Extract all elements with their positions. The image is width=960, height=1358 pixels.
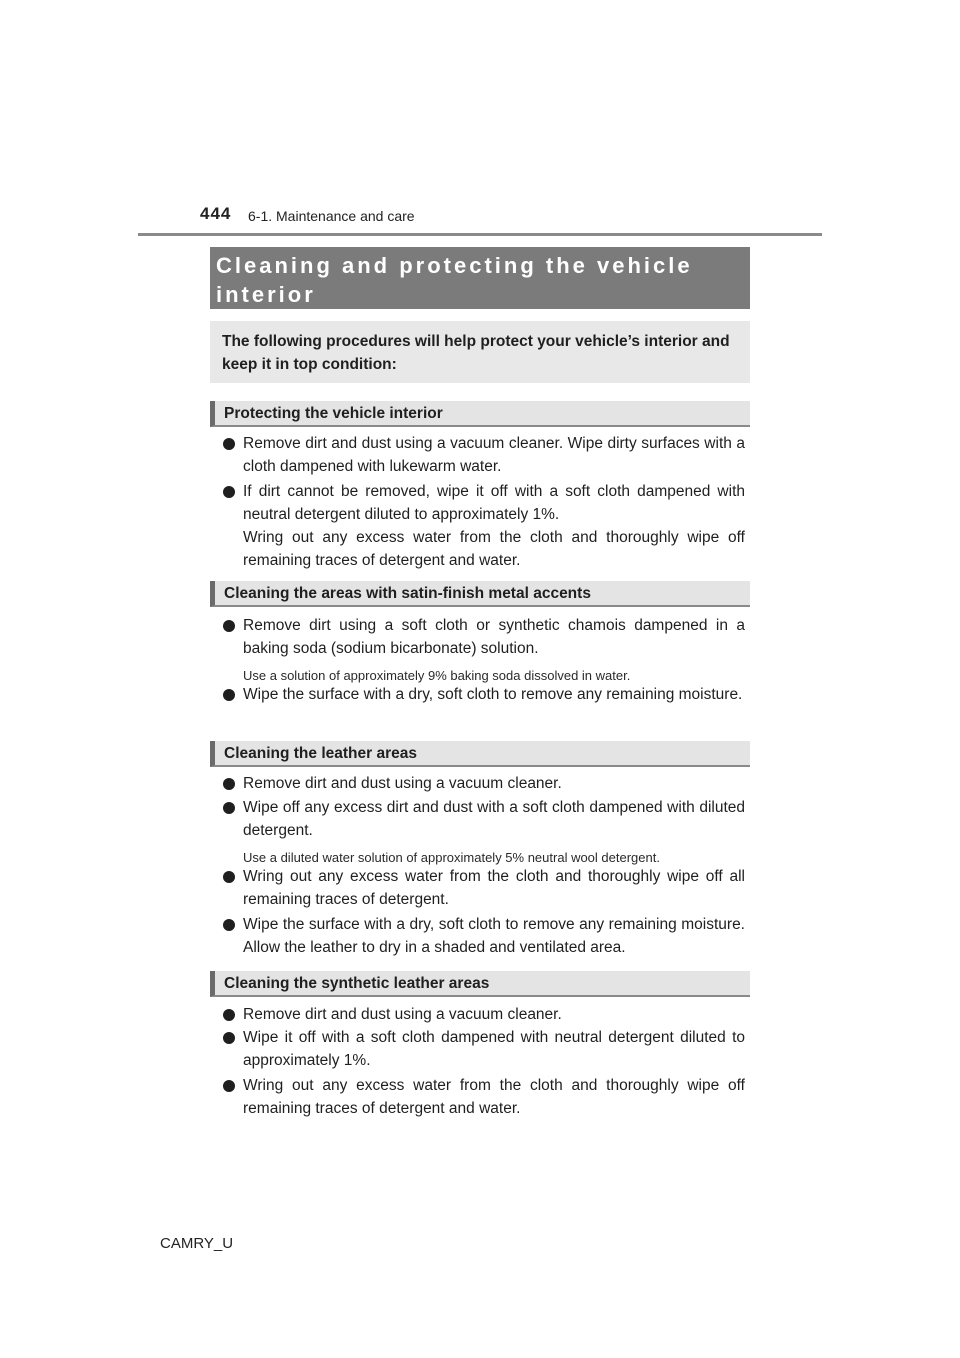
list-item-text: Wipe the surface with a dry, soft cloth to remove any remaining moisture. Allow the leather to dry in a shaded and ventilated area. — [243, 916, 745, 956]
subheading-synthetic-leather: Cleaning the synthetic leather areas — [210, 971, 750, 997]
bullet-icon — [223, 438, 235, 450]
list-item-text: Wipe off any excess dirt and dust with a soft cloth dampened with diluted detergent. — [243, 799, 745, 839]
list-item-text: Remove dirt using a soft cloth or synthetic chamois dampened in a baking soda (sodium bicarbonate) solution. — [243, 617, 745, 657]
page-title: Cleaning and protecting the vehicle interior — [210, 247, 750, 309]
note-text: Use a diluted water solution of approximately 5% neutral wool detergent. — [243, 850, 660, 865]
list-item-text: If dirt cannot be removed, wipe it off with a soft cloth dampened with neutral detergent diluted to approximately 1%. — [243, 483, 745, 523]
list-item-text: Wipe the surface with a dry, soft cloth to remove any remaining moisture. — [243, 686, 743, 703]
list-item-text: Remove dirt and dust using a vacuum cleaner. — [243, 775, 562, 792]
subheading-protecting-interior: Protecting the vehicle interior — [210, 401, 750, 427]
list-item — [223, 1003, 745, 1026]
bullet-icon — [223, 689, 235, 701]
list-item-text: Remove dirt and dust using a vacuum cleaner. — [243, 1006, 562, 1023]
list-item-text: Wring out any excess water from the cloth and thoroughly wipe off remaining traces of detergent and water. — [243, 1077, 745, 1117]
list-item — [223, 772, 745, 795]
list-item — [223, 480, 745, 526]
list-item — [223, 432, 745, 478]
section-reference: 6-1. Maintenance and care — [248, 208, 415, 224]
list-item-text: Remove dirt and dust using a vacuum cleaner. Wipe dirty surfaces with a cloth dampened with lukewarm water. — [243, 435, 745, 475]
bullet-icon — [223, 1009, 235, 1021]
list-item — [223, 683, 745, 706]
bullet-icon — [223, 802, 235, 814]
list-item — [223, 1026, 745, 1072]
list-item — [223, 1074, 745, 1120]
list-item-text: Wring out any excess water from the cloth and thoroughly wipe off all remaining traces of detergent. — [243, 868, 745, 908]
list-item-text: Wipe it off with a soft cloth dampened with neutral detergent diluted to approximately 1%. — [243, 1029, 745, 1069]
list-item-text: Wring out any excess water from the cloth and thoroughly wipe off remaining traces of detergent and water. — [243, 529, 745, 569]
bullet-icon — [223, 1080, 235, 1092]
list-item — [223, 913, 745, 959]
header-rule — [138, 233, 822, 236]
bullet-icon — [223, 919, 235, 931]
bullet-icon — [223, 871, 235, 883]
bullet-icon — [223, 620, 235, 632]
bullet-icon — [223, 1032, 235, 1044]
bullet-icon — [223, 778, 235, 790]
list-item — [223, 865, 745, 911]
subheading-leather: Cleaning the leather areas — [210, 741, 750, 767]
list-item — [223, 796, 745, 842]
page-number: 444 — [200, 204, 232, 223]
note-text: Use a solution of approximately 9% baking soda dissolved in water. — [243, 668, 631, 683]
list-item-continuation — [223, 526, 745, 572]
footer-model-code: CAMRY_U — [160, 1235, 234, 1252]
intro-box: The following procedures will help protect your vehicle’s interior and keep it in top condition: — [210, 321, 750, 383]
bullet-icon — [223, 486, 235, 498]
subheading-satin-metal: Cleaning the areas with satin-finish metal accents — [210, 581, 750, 607]
list-item — [223, 614, 745, 660]
